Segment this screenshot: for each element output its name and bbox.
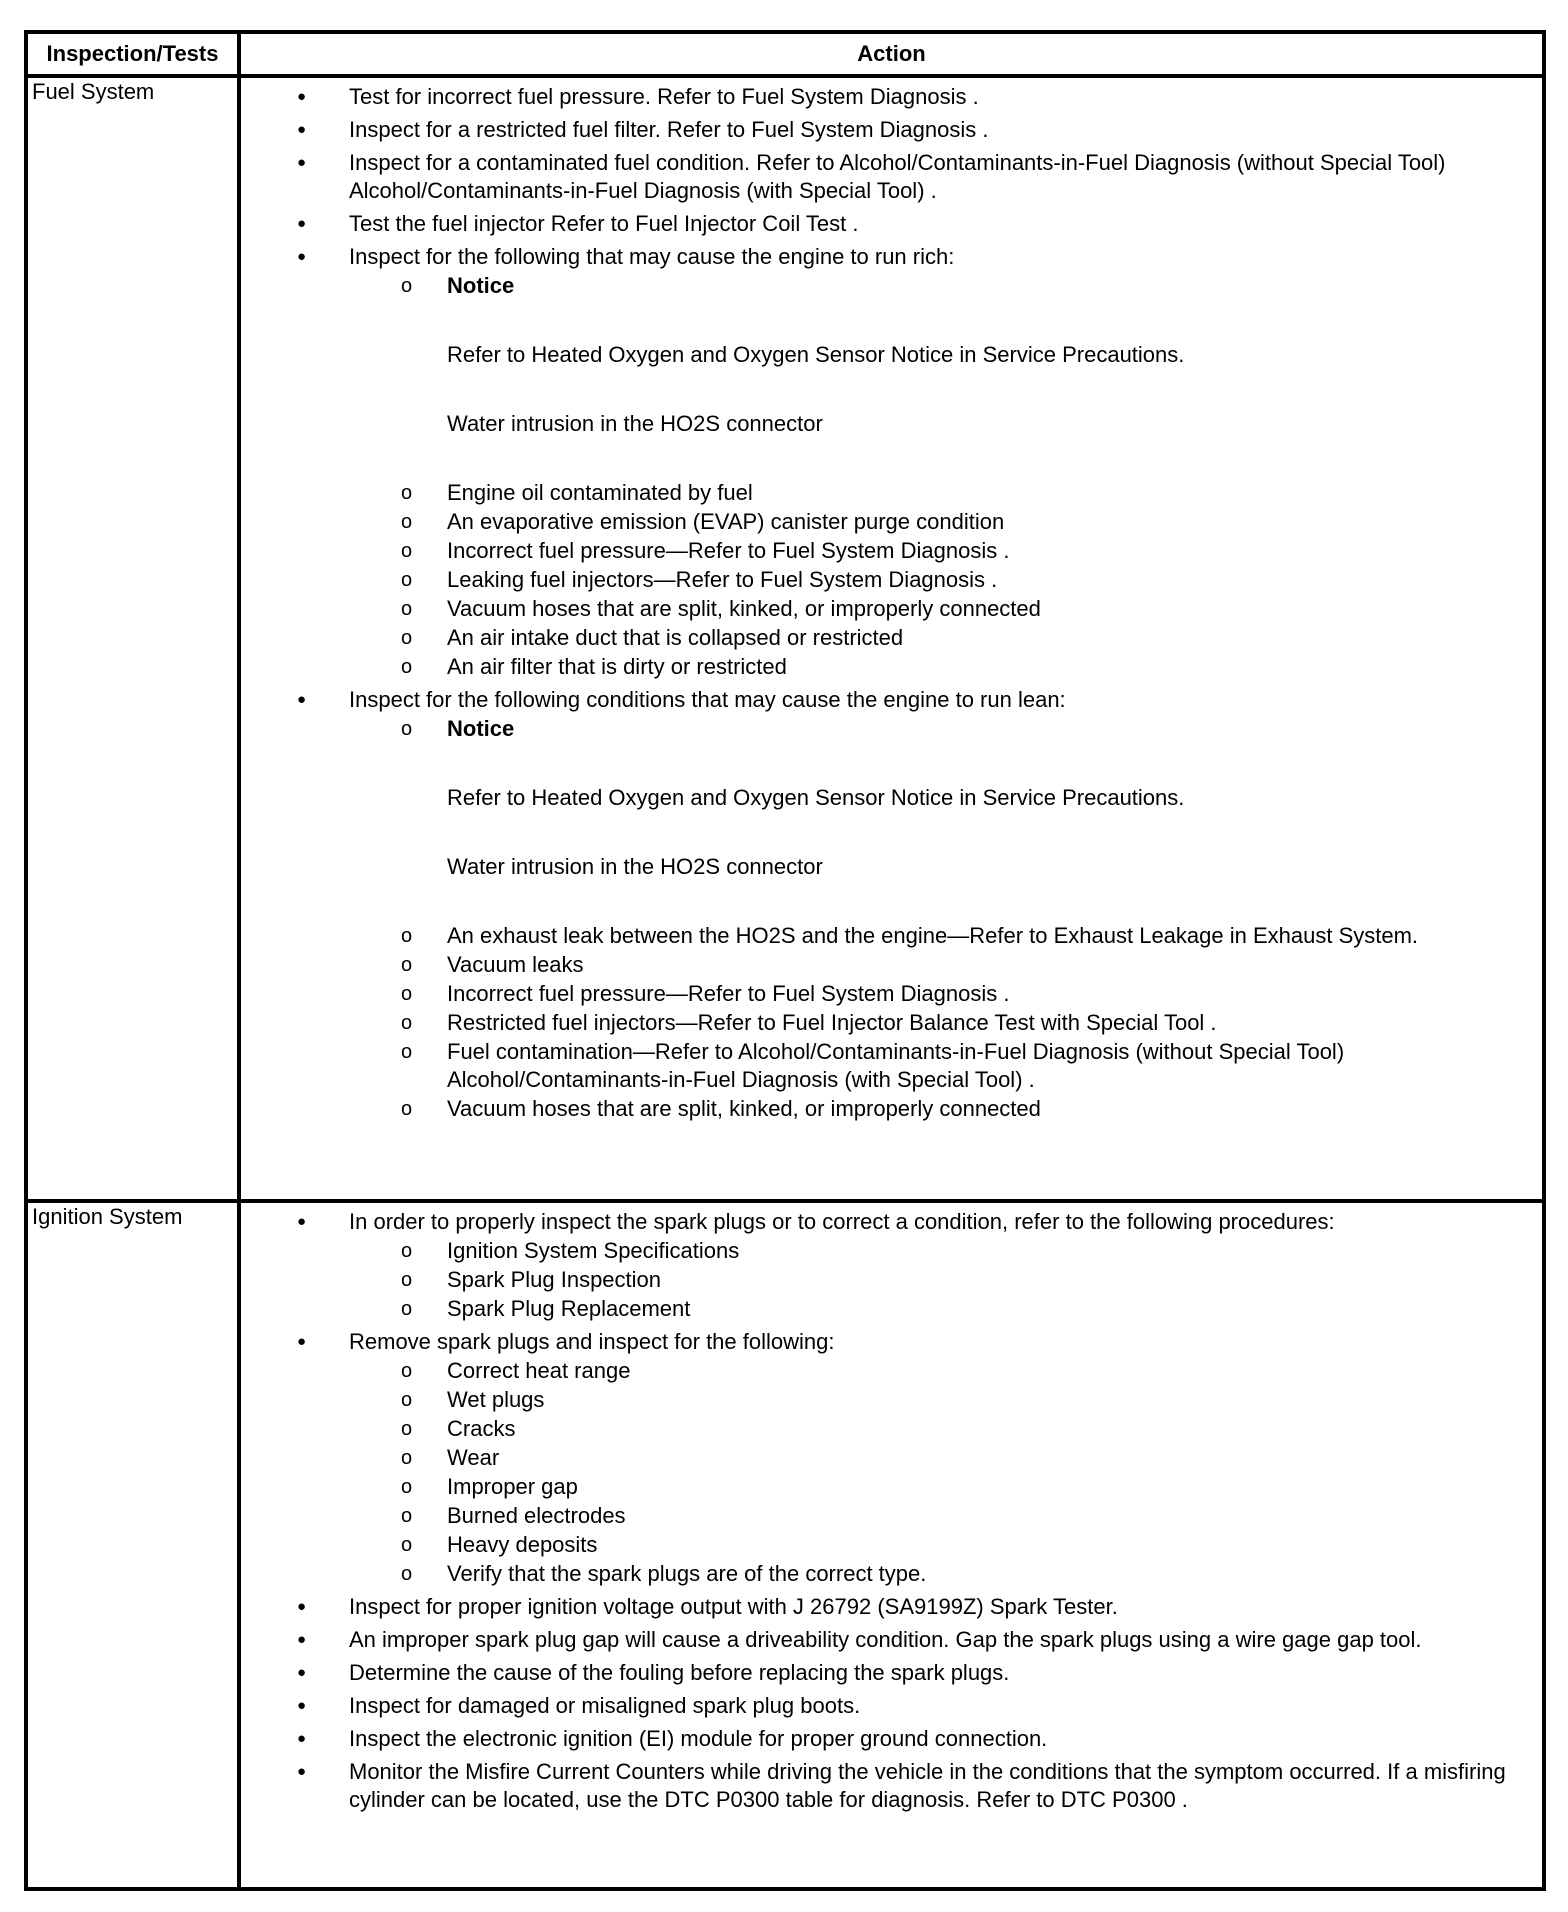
sub-item: o Verify that the spark plugs are of the correct type. xyxy=(349,1560,1542,1588)
sub-item: o Vacuum hoses that are split, kinked, or improperly connected xyxy=(349,1095,1542,1123)
sub-item: o Spark Plug Replacement xyxy=(349,1295,1542,1323)
sub-item: o Heavy deposits xyxy=(349,1531,1542,1559)
sub-item: o Leaking fuel injectors—Refer to Fuel System Diagnosis . xyxy=(349,566,1542,594)
header-inspection-tests: Inspection/Tests xyxy=(46,41,219,66)
bullet-item xyxy=(241,210,1542,238)
sub-item: o Vacuum leaks xyxy=(349,951,1542,979)
bullet-item xyxy=(241,116,1542,144)
sub-item: o Ignition System Specifications xyxy=(349,1237,1542,1265)
sub-list xyxy=(349,272,1542,681)
sub-item: o Vacuum hoses that are split, kinked, or improperly connected xyxy=(349,595,1542,623)
bullet-list xyxy=(241,83,1542,1123)
sub-item: o Fuel contamination—Refer to Alcohol/Contaminants-in-Fuel Diagnosis (without Special Tool) Alcohol/Contaminants-in-Fuel Diagnosis (with Special Tool) . xyxy=(349,1038,1542,1094)
sub-item: o Improper gap xyxy=(349,1473,1542,1501)
bullet-item xyxy=(241,1758,1542,1814)
sub-list xyxy=(349,1357,1542,1588)
bullet-item xyxy=(241,83,1542,111)
sub-item: o Cracks xyxy=(349,1415,1542,1443)
sub-item: o Correct heat range xyxy=(349,1357,1542,1385)
sub-item: o An air filter that is dirty or restricted xyxy=(349,653,1542,681)
bullet-text: Remove spark plugs and inspect for the following: xyxy=(349,1329,835,1354)
sub-item: o An air intake duct that is collapsed or restricted xyxy=(349,624,1542,652)
bullet-text: Inspect for the following conditions that may cause the engine to run lean: xyxy=(349,687,1066,712)
bullet-text: Inspect for the following that may cause the engine to run rich: xyxy=(349,244,955,269)
bullet-list xyxy=(241,1208,1542,1814)
sub-list xyxy=(349,715,1542,1123)
notice-body: Refer to Heated Oxygen and Oxygen Sensor Notice in Service Precautions. xyxy=(447,342,1185,367)
bullet-item xyxy=(241,1725,1542,1753)
bullet-text: Inspect for damaged or misaligned spark plug boots. xyxy=(349,1693,861,1718)
notice-extra: Water intrusion in the HO2S connector xyxy=(447,411,823,436)
inspection-table xyxy=(24,30,1546,1891)
bullet-text: Inspect the electronic ignition (EI) module for proper ground connection. xyxy=(349,1726,1048,1751)
sub-item: o Burned electrodes xyxy=(349,1502,1542,1530)
bullet-text: In order to properly inspect the spark plugs or to correct a condition, refer to the following procedures: xyxy=(349,1209,1335,1234)
sub-item: o An exhaust leak between the HO2S and the engine—Refer to Exhaust Leakage in Exhaust System. xyxy=(349,922,1542,950)
bullet-item xyxy=(241,1328,1542,1588)
sub-item: o An evaporative emission (EVAP) canister purge condition xyxy=(349,508,1542,536)
sub-item: o Spark Plug Inspection xyxy=(349,1266,1542,1294)
notice-spacer xyxy=(447,438,1542,478)
sub-item: o Incorrect fuel pressure—Refer to Fuel System Diagnosis . xyxy=(349,980,1542,1008)
sub-item: o Wear xyxy=(349,1444,1542,1472)
sub-item: o Restricted fuel injectors—Refer to Fuel Injector Balance Test with Special Tool . xyxy=(349,1009,1542,1037)
bullet-text: Test for incorrect fuel pressure. Refer to Fuel System Diagnosis . xyxy=(349,84,979,109)
bullet-item xyxy=(241,1626,1542,1654)
row-label-ignition-system: Ignition System xyxy=(32,1204,183,1229)
bullet-text: Inspect for a restricted fuel filter. Refer to Fuel System Diagnosis . xyxy=(349,117,989,142)
notice-title: o Notice xyxy=(447,273,515,298)
ignition-system-actions xyxy=(241,1203,1542,1814)
bullet-item xyxy=(241,686,1542,1123)
bullet-item xyxy=(241,1593,1542,1621)
bullet-text: Test the fuel injector Refer to Fuel Injector Coil Test . xyxy=(349,211,859,236)
notice-spacer xyxy=(447,881,1542,921)
notice-item xyxy=(349,715,1542,921)
sub-item: o Incorrect fuel pressure—Refer to Fuel System Diagnosis . xyxy=(349,537,1542,565)
sub-item: o Wet plugs xyxy=(349,1386,1542,1414)
bullet-text: Determine the cause of the fouling before replacing the spark plugs. xyxy=(349,1660,1010,1685)
fuel-system-actions xyxy=(241,78,1542,1123)
bullet-text: Inspect for proper ignition voltage output with J 26792 (SA9199Z) Spark Tester. xyxy=(349,1594,1118,1619)
notice-item xyxy=(349,272,1542,478)
bullet-item xyxy=(241,1659,1542,1687)
bullet-text: Inspect for a contaminated fuel condition. Refer to Alcohol/Contaminants-in-Fuel Diagnosis (without Special Tool) Alcohol/Contaminants-in-Fuel Diagnosis (with Special Tool) . xyxy=(349,150,1446,203)
header-action: Action xyxy=(857,41,926,66)
bullet-item xyxy=(241,1692,1542,1720)
bullet-text: Monitor the Misfire Current Counters while driving the vehicle in the conditions that the symptom occurred. If a misfiring cylinder can be located, use the DTC P0300 table for diagnosis. Refer to DTC P0300 . xyxy=(349,1759,1506,1812)
row-label-fuel-system: Fuel System xyxy=(32,79,155,104)
bullet-item xyxy=(241,1208,1542,1323)
bullet-item xyxy=(241,243,1542,681)
sub-item: o Engine oil contaminated by fuel xyxy=(349,479,1542,507)
bullet-item xyxy=(241,149,1542,205)
notice-title: o Notice xyxy=(447,716,515,741)
notice-body: Refer to Heated Oxygen and Oxygen Sensor Notice in Service Precautions. xyxy=(447,785,1185,810)
sub-list xyxy=(349,1237,1542,1323)
notice-extra: Water intrusion in the HO2S connector xyxy=(447,854,823,879)
bullet-text: An improper spark plug gap will cause a driveability condition. Gap the spark plugs using a wire gage gap tool. xyxy=(349,1627,1422,1652)
